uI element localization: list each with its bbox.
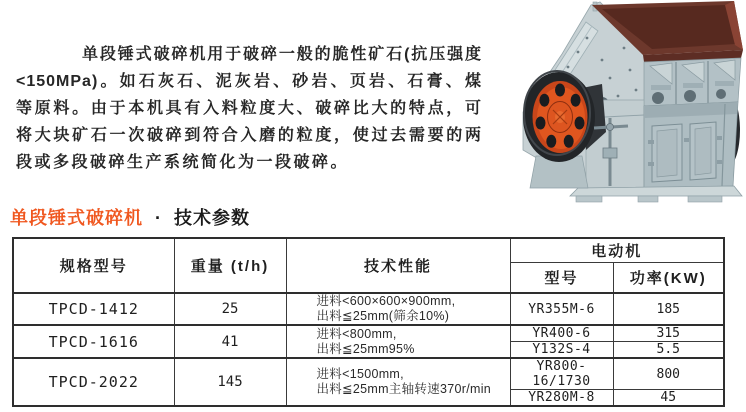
header-model-col: 规格型号: [13, 238, 174, 293]
motor-power-cell: 5.5: [613, 342, 724, 359]
model-cell: TPCD-1616: [13, 325, 174, 358]
header-motor-group: 电动机: [510, 238, 724, 262]
intro-line: 单段锤式破碎机用于破碎一般的脆性矿石(抗压强度: [82, 46, 482, 63]
motor-model-cell: YR800-16/1730: [510, 358, 613, 390]
model-cell: TPCD-2022: [13, 358, 174, 406]
heading-subtitle: 技术参数: [174, 208, 251, 228]
motor-model-cell: Y132S-4: [510, 342, 613, 359]
motor-power-cell: 185: [613, 293, 724, 325]
header-motor-model-col: 型号: [510, 262, 613, 293]
tech-line: 进料<800mm,: [316, 326, 397, 341]
heading-separator: ·: [155, 208, 163, 228]
intro-line: <150MPa)。如石灰石、泥灰岩、砂岩、页岩、石膏、煤: [16, 73, 482, 90]
motor-model-cell: YR280M-8: [510, 390, 613, 407]
tech-line: 进料<1500mm,: [316, 367, 404, 381]
motor-power-cell: 800: [613, 358, 724, 390]
tech-cell: [286, 293, 510, 325]
header-tech-col: 技术性能: [286, 238, 510, 293]
motor-power-cell: 315: [613, 325, 724, 342]
table-row: [13, 293, 724, 325]
tech-line: 出料≦25mm主轴转速370r/min: [316, 382, 492, 396]
table-row: [13, 325, 724, 342]
heading-product-name: 单段锤式破碎机: [10, 208, 143, 228]
weight-cell: 145: [174, 358, 286, 406]
weight-cell: 41: [174, 325, 286, 358]
tech-cell: [286, 325, 510, 358]
machine-photo: [490, 0, 746, 210]
intro-line: 段或多段破碎生产系统简化为一段破碎。: [16, 154, 350, 171]
spec-table: [12, 237, 725, 407]
header-motor-power-col: 功率(KW): [613, 262, 724, 293]
machine-base: [570, 186, 742, 202]
header-weight-col: 重量 (t/h): [174, 238, 286, 293]
section-heading: [10, 204, 250, 230]
tech-line: 进料<600×600×900mm,: [316, 294, 456, 308]
motor-power-cell: 45: [613, 390, 724, 407]
model-cell: TPCD-1412: [13, 293, 174, 325]
weight-cell: 25: [174, 293, 286, 325]
tech-line: 出料≦25mm95%: [316, 341, 415, 356]
intro-line: 等原料。由于本机具有入料粒度大、破碎比大的特点，可: [16, 100, 482, 117]
tech-line: 出料≦25mm(筛余10%): [316, 309, 450, 323]
intro-paragraph: [16, 41, 482, 176]
intro-line: 将大块矿石一次破碎到符合入磨的粒度，使过去需要的两: [16, 127, 482, 144]
motor-model-cell: YR355M-6: [510, 293, 613, 325]
motor-model-cell: YR400-6: [510, 325, 613, 342]
tech-cell: [286, 358, 510, 406]
table-row: [13, 358, 724, 390]
table-header-row: [13, 238, 724, 262]
